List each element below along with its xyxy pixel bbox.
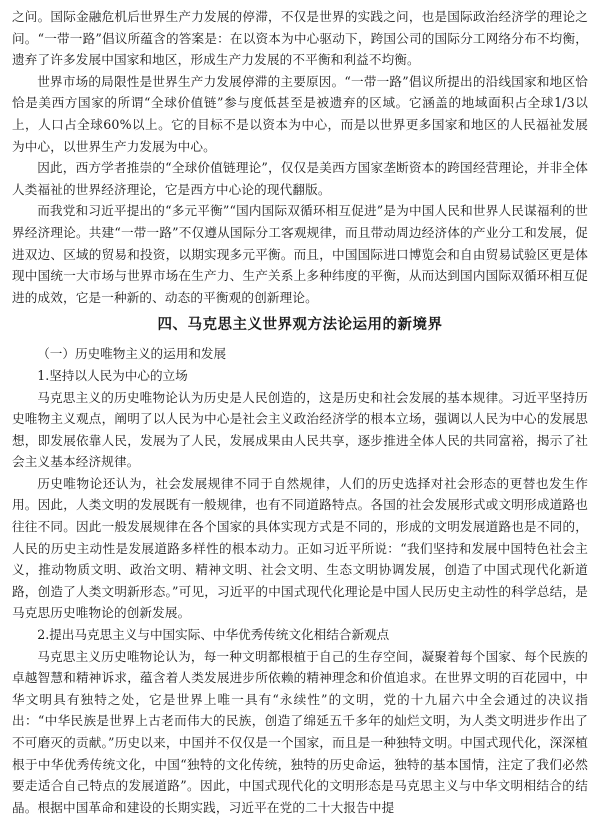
item-one-body [12,387,588,625]
section-heading: 四、马克思主义世界观方法论运用的新境界 [157,316,443,334]
item-one-heading: 1.坚持以人民为中心的立场 [37,367,188,383]
paragraph: 马克思主义的历史唯物论认为历史是人民创造的，这是历史和社会发展的基本规律。习近平坚持历史唯物主义观点，阐明了以人民为中心是社会主义政治经济学的根本立场，强调以人民为中心的发展思想，即发展依靠人民，发展为了人民，发展成果由人民共享，逐步推进全体人民的共同富裕，揭示了社会主义基本经济规律。 [12,389,588,470]
paragraph: 而我党和习近平提出的“多元平衡”“国内国际双循环相互促进”是为中国人民和世界人民谋福利的世界经济理论。共建“一带一路”不仅遵从国际分工客观规律，而且带动周边经济体的产业分工和发展，促进双边、区域的贸易和投资，以期实现多元平衡。而且，中国国际进口博览会和自由贸易试验区更是体现中国统一大市场与世界市场在生产力、生产关系上多种纬度的平衡，从而达到国内国际双循环相互促进的成效，它是一种新的、动态的平衡观的创新理论。 [12,203,588,305]
section-three-tail [12,6,588,308]
paragraph: 历史唯物论还认为，社会发展规律不同于自然规律，人们的历史选择对社会形态的更替也发生作用。因此，人类文明的发展既有一般规律，也有不同道路特点。各国的社会发展形式或文明形成道路也往往不同。因此一般发展规律在各个国家的具体实现方式是不同的，形成的文明发展道路也是不同的，人民的历史主动性是发展道路多样性的根本动力。正如习近平所说：“我们坚持和发展中国特色社会主义，推动物质文明、政治文明、精神文明、社会文明、生态文明协调发展，创造了中国式现代化新道路，创造了人类文明新形态。”可见，习近平的中国式现代化理论是中国人民历史主动性的科学总结，是马克思历史唯物论的创新发展。 [12,475,588,621]
paragraph: 因此，西方学者推崇的“全球价值链理论”，仅仅是美西方国家垄断资本的跨国经营理论，并非全体人类福祉的世界经济理论，它是西方中心论的现代翻版。 [12,160,588,197]
item-two-heading: 2.提出马克思主义与中国实际、中华优秀传统文化相结合新观点 [37,627,390,643]
paragraph: 世界市场的局限性是世界生产力发展停滞的主要原因。“一带一路”倡议所提出的沿线国家和地区恰恰是美西方国家的所谓“全球价值链”参与度低甚至是被遗弃的区域。它涵盖的地域面积占全球1/3以上，人口占全球60%以上。它的目标不是以资本为中心，而是以世界更多国家和地区的人民福祉发展为中心，以世界生产力发展为中心。 [12,73,588,154]
paragraph: 马克思主义历史唯物论认为，每一种文明都根植于自己的生存空间，凝聚着每个国家、每个民族的卓越智慧和精神诉求，蕴含着人类发展进步所依赖的精神理念和价值追求。在世界文明的百花园中，中华文明具有独特之处，它是世界上唯一具有“永续性”的文明，党的十九届六中全会通过的决议指出：“中华民族是世界上古老而伟大的民族，创造了绵延五千多年的灿烂文明，为人类文明进步作出了不可磨灭的贡献。”历史以来，中国并不仅仅是一个国家，而且是一种独特文明。中国式现代化，深深植根于中华优秀传统文化，中国“独特的文化传统，独特的历史命运，独特的基本国情，注定了我们必然要走适合自己特点的发展道路”。因此，中国式现代化的文明形态是马克思主义与中华文明相结合的结晶。根据中国革命和建设的长期实践，习近平在党的二十大报告中提 [12,648,588,815]
item-two-body [12,646,588,818]
paragraph: 之问。国际金融危机后世界生产力发展的停滞，不仅是世界的实践之问，也是国际政治经济学的理论之问。“一带一路”倡议所蕴含的答案是：在以资本为中心驱动下，跨国公司的国际分工网络分布不均衡，遗弃了许多发展中国家和地区，形成生产力发展的不平衡和利益不均衡。 [12,9,588,68]
subsection-heading: （一）历史唯物主义的运用和发展 [37,346,227,362]
